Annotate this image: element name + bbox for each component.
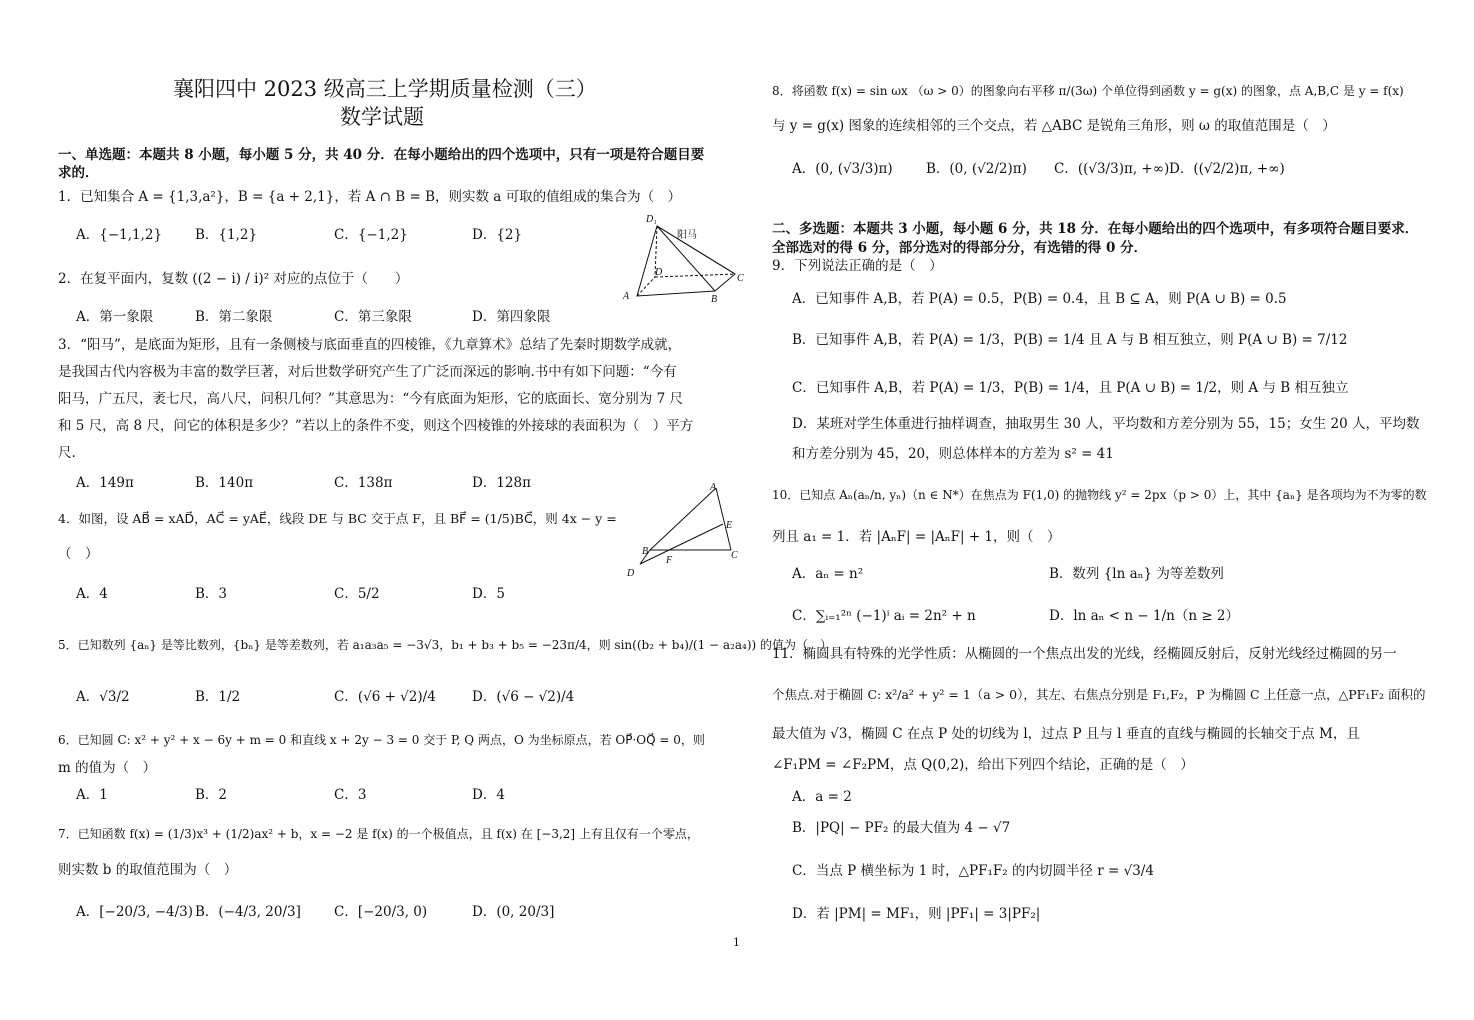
q5-option-a: A．√3/2 — [76, 689, 130, 705]
q4-option-c: C．5/2 — [334, 586, 380, 602]
q11-option-d: D．若 |PM| = MF₁，则 |PF₁| = 3|PF₂| — [792, 906, 1041, 922]
q10-option-a: A．aₙ = n² — [792, 566, 864, 582]
q5-option-c: C．(√6 + √2)/4 — [334, 689, 436, 705]
section1-heading-line2: 求的． — [58, 165, 99, 181]
q11-option-b: B．|PQ| − PF₂ 的最大值为 4 − √7 — [792, 820, 1011, 836]
fig1-label-b: B — [711, 294, 718, 304]
fig2-label-b: B — [642, 546, 649, 557]
q8-line1: 8．将函数 f(x) = sin ωx （ω > 0）的图象向右平移 π/(3ω) 个单位得到函数 y = g(x) 的图象，点 A,B,C 是 y = f(x) — [772, 84, 1404, 98]
q6-option-d: D．4 — [472, 787, 505, 803]
fig1-label-c: C — [737, 273, 744, 284]
fig2-label-c: C — [731, 550, 738, 561]
q7-option-b: B．(−4/3, 20/3] — [195, 904, 301, 920]
q2-option-d: D．第四象限 — [472, 309, 551, 325]
q5-option-d: D．(√6 − √2)/4 — [472, 689, 575, 705]
q3-line2: 是我国古代内容极为丰富的数学巨著，对后世数学研究产生了广泛而深远的影响.书中有如下问题：“今有 — [58, 364, 677, 380]
q9-option-d-line1: D．某班对学生体重进行抽样调查，抽取男生 30 人，平均数和方差分别为 55，15；女生 20 人，平均数 — [792, 416, 1420, 432]
q11-line2: 个焦点.对于椭圆 C: x²/a² + y² = 1（a > 0），其左、右焦点分别是 F₁,F₂，P 为椭圆 C 上任意一点，△PF₁F₂ 面积的 — [772, 687, 1426, 702]
q9-option-a: A．已知事件 A,B，若 P(A) = 0.5，P(B) = 0.4，且 B ⊆ A，则 P(A ∪ B) = 0.5 — [792, 291, 1287, 307]
q1-option-a: A．{−1,1,2} — [76, 227, 163, 243]
fig2-label-f: F — [666, 555, 673, 566]
q11-line3: 最大值为 √3，椭圆 C 在点 P 处的切线为 l，过点 P 且与 l 垂直的直线与椭圆的长轴交于点 M，且 — [772, 726, 1360, 742]
q6-option-a: A．1 — [76, 787, 108, 803]
section1-heading-line1: 一、单选题：本题共 8 小题，每小题 5 分，共 40 分．在每小题给出的四个选项中，只有一项是符合题目要 — [58, 147, 705, 163]
q9-option-d-line2: 和方差分别为 45，20，则总体样本的方差为 s² = 41 — [792, 446, 1114, 462]
q4-line1: 4．如图，设 AB⃗ = xAD⃗，AC⃗ = yAE⃗，线段 DE 与 BC 交于点 F，且 BF⃗ = (1/5)BC⃗，则 4x − y = — [58, 511, 617, 526]
fig2-label-a: A — [710, 482, 717, 493]
q8-option-b: B．(0, (√2/2)π) — [926, 161, 1027, 177]
q8-option-a: A．(0, (√3/3)π) — [792, 161, 893, 177]
q4-line2: （ ） — [58, 546, 99, 562]
q3-option-d: D．128π — [472, 475, 531, 491]
q3-line1: 3．“阳马”，是底面为矩形，且有一条侧棱与底面垂直的四棱锥，《九章算术》总结了先秦时期数学成就， — [58, 337, 682, 353]
q4-option-b: B．3 — [195, 586, 228, 602]
q6-line2: m 的值为（ ） — [58, 760, 157, 776]
fig2-label-e: E — [726, 520, 733, 531]
q11-line1: 11．椭圆具有特殊的光学性质：从椭圆的一个焦点出发的光线，经椭圆反射后，反射光线经过椭圆的另一 — [772, 646, 1397, 662]
section2-heading-line1: 二、多选题：本题共 3 小题，每小题 6 分，共 18 分．在每小题给出的四个选项中，有多项符合题目要求． — [772, 221, 1419, 237]
q3-option-c: C．138π — [334, 475, 393, 491]
q1-option-d: D．{2} — [472, 227, 523, 243]
exam-subtitle: 数学试题 — [340, 105, 424, 129]
q7-line2: 则实数 b 的取值范围为（ ） — [58, 862, 238, 878]
q3-option-b: B．140π — [195, 475, 254, 491]
triangle-figure — [620, 478, 745, 578]
q2-option-a: A．第一象限 — [76, 309, 154, 325]
q8-line2: 与 y = g(x) 图象的连续相邻的三个交点，若 △ABC 是锐角三角形，则 ω 的取值范围是（ ） — [772, 118, 1336, 134]
q10-option-b: B．数列 {ln aₙ} 为等差数列 — [1049, 566, 1224, 582]
pyramid-figure — [615, 208, 750, 304]
q11-line4: ∠F₁PM = ∠F₂PM，点 Q(0,2)，给出下列四个结论，正确的是（ ） — [772, 757, 1194, 773]
q6-line1: 6．已知圆 C: x² + y² + x − 6y + m = 0 和直线 x + 2y − 3 = 0 交于 P, Q 两点，O 为坐标原点，若 OP⃗·OQ⃗ = 0，则 — [58, 733, 705, 747]
q2-option-c: C．第三象限 — [334, 309, 412, 325]
q1-option-b: B．{1,2} — [195, 227, 258, 243]
q3-line3: 阳马，广五尺，袤七尺，高八尺，问积几何？”其意思为：“今有底面为矩形，它的底面长、宽分别为 7 尺 — [58, 391, 683, 407]
q4-option-d: D．5 — [472, 586, 505, 602]
q6-option-c: C．3 — [334, 787, 367, 803]
q2-stem: 2．在复平面内，复数 ((2 − i) / i)² 对应的点位于（ ） — [58, 271, 409, 287]
q10-line1: 10．已知点 Aₙ(aₙ/n, yₙ)（n ∈ N*）在焦点为 F(1,0) 的抛物线 y² = 2px（p > 0）上，其中 {aₙ} 是各项均为不为零的数 — [772, 488, 1427, 502]
q2-option-b: B．第二象限 — [195, 309, 273, 325]
fig1-label-a: A — [623, 291, 630, 302]
q9-option-c: C．已知事件 A,B，若 P(A) = 1/3，P(B) = 1/4，且 P(A ∪ B) = 1/2，则 A 与 B 相互独立 — [792, 380, 1349, 396]
q9-option-b: B．已知事件 A,B，若 P(A) = 1/3，P(B) = 1/4 且 A 与 B 相互独立，则 P(A ∪ B) = 7/12 — [792, 332, 1348, 348]
q10-line2: 列且 a₁ = 1．若 |AₙF| = |AₙF| + 1，则（ ） — [772, 529, 1061, 545]
q1-option-c: C．{−1,2} — [334, 227, 408, 243]
q7-option-c: C．[−20/3, 0) — [334, 904, 428, 920]
q3-option-a: A．149π — [76, 475, 134, 491]
fig1-label-d1: D₁ — [646, 214, 657, 225]
q5-option-b: B．1/2 — [195, 689, 241, 705]
q3-line5: 尺. — [58, 445, 76, 461]
q7-option-d: D．(0, 20/3] — [472, 904, 555, 920]
q6-option-b: B．2 — [195, 787, 228, 803]
q8-option-d: D．((√2/2)π, +∞) — [1169, 161, 1285, 177]
section2-heading-line2: 全部选对的得 6 分，部分选对的得部分分，有选错的得 0 分． — [772, 240, 1148, 256]
q10-option-c: C．∑ᵢ₌₁²ⁿ (−1)ⁱ aᵢ = 2n² + n — [792, 608, 976, 624]
q5-stem: 5．已知数列 {aₙ} 是等比数列，{bₙ} 是等差数列，若 a₁a₃a₅ = −3√3，b₁ + b₃ + b₅ = −23π/4，则 sin((b₂ + b₄)/(1 − a₂a₄)) 的值为（ ） — [58, 638, 833, 652]
q11-option-c: C．当点 P 横坐标为 1 时，△PF₁F₂ 的内切圆半径 r = √3/4 — [792, 863, 1154, 879]
q4-option-a: A．4 — [76, 586, 108, 602]
q8-option-c: C．((√3/3)π, +∞) — [1054, 161, 1170, 177]
fig1-label-yangma: 阳马 — [677, 230, 697, 241]
q7-line1: 7．已知函数 f(x) = (1/3)x³ + (1/2)ax² + b，x = −2 是 f(x) 的一个极值点，且 f(x) 在 [−3,2] 上有且仅有一个零点， — [58, 827, 699, 841]
fig2-label-d: D — [627, 568, 635, 578]
q11-option-a: A．a = 2 — [792, 789, 852, 805]
q1-stem: 1．已知集合 A = {1,3,a²}，B = {a + 2,1}，若 A ∩ B = B，则实数 a 可取的值组成的集合为（ ） — [58, 189, 682, 205]
q3-line4: 和 5 尺，高 8 尺，问它的体积是多少？”若以上的条件不变，则这个四棱锥的外接球的表面积为（ ）平方 — [58, 418, 694, 434]
page-number: 1 — [733, 936, 740, 949]
q7-option-a: A．[−20/3, −4/3) — [76, 904, 194, 920]
exam-title: 襄阳四中 2023 级高三上学期质量检测（三） — [173, 77, 597, 101]
fig1-label-d: D — [655, 267, 663, 278]
q10-option-d: D．ln aₙ < n − 1/n（n ≥ 2） — [1049, 608, 1240, 624]
q9-stem: 9．下列说法正确的是（ ） — [772, 258, 943, 274]
